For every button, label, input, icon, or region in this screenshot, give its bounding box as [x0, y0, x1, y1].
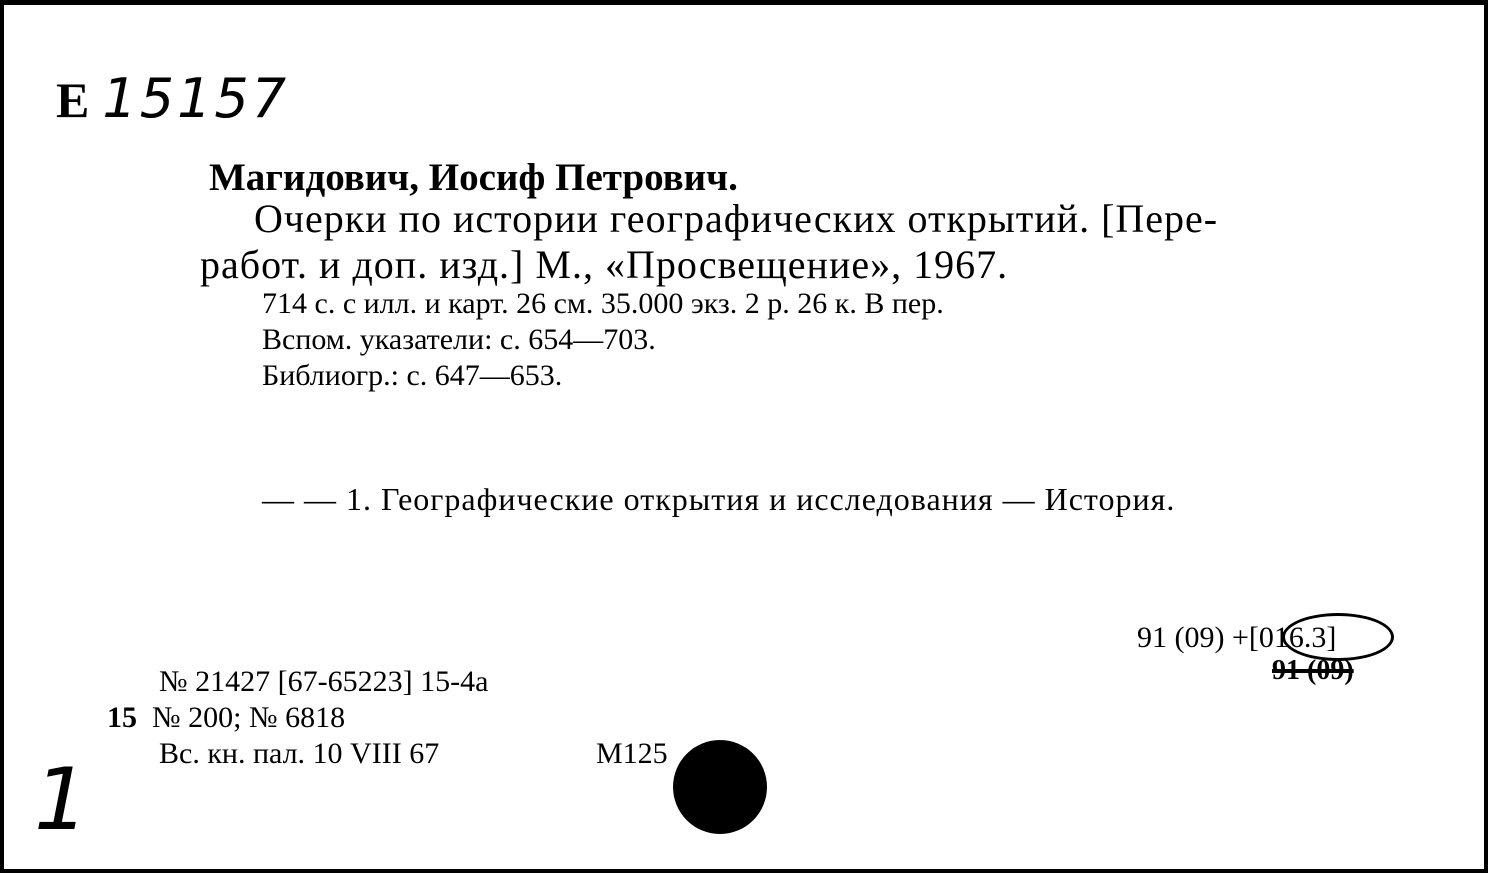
shelf-mark	[56, 67, 289, 130]
title-line-2: работ. и доп. изд.] М., «Просвещение», 1967.	[200, 242, 1009, 287]
card-number-2: № 200; № 6818	[152, 701, 346, 734]
shelf-prefix: Е	[56, 72, 93, 128]
bibliography-note: Библиогр.: с. 647—653.	[262, 359, 563, 392]
book-chamber-line: Вс. кн. пал. 10 VIII 67	[159, 737, 440, 770]
handwritten-circle	[1282, 613, 1394, 661]
author-heading: Магидович, Иосиф Петрович.	[209, 156, 738, 199]
index-note: Вспом. указатели: с. 654—703.	[262, 323, 656, 356]
handwritten-digit: 1	[34, 750, 89, 850]
code-mark: М125	[596, 737, 668, 770]
udc-classification: 91 (09) +[016.3]	[1137, 621, 1337, 654]
shelf-number: 15157	[102, 67, 290, 130]
subject-heading: — — 1. Географические открытия и исследования — История.	[262, 481, 1176, 517]
struck-classification: 91 (09)	[1272, 655, 1354, 686]
physical-description: 714 с. с илл. и карт. 26 см. 35.000 экз. 2 р. 26 к. В пер.	[262, 287, 944, 320]
number-prefix: 15	[107, 701, 137, 734]
punch-hole	[673, 740, 767, 834]
card-number: № 21427 [67-65223] 15-4а	[159, 665, 489, 698]
title-line-1: Очерки по истории географических открытий. [Пере-	[254, 196, 1219, 241]
